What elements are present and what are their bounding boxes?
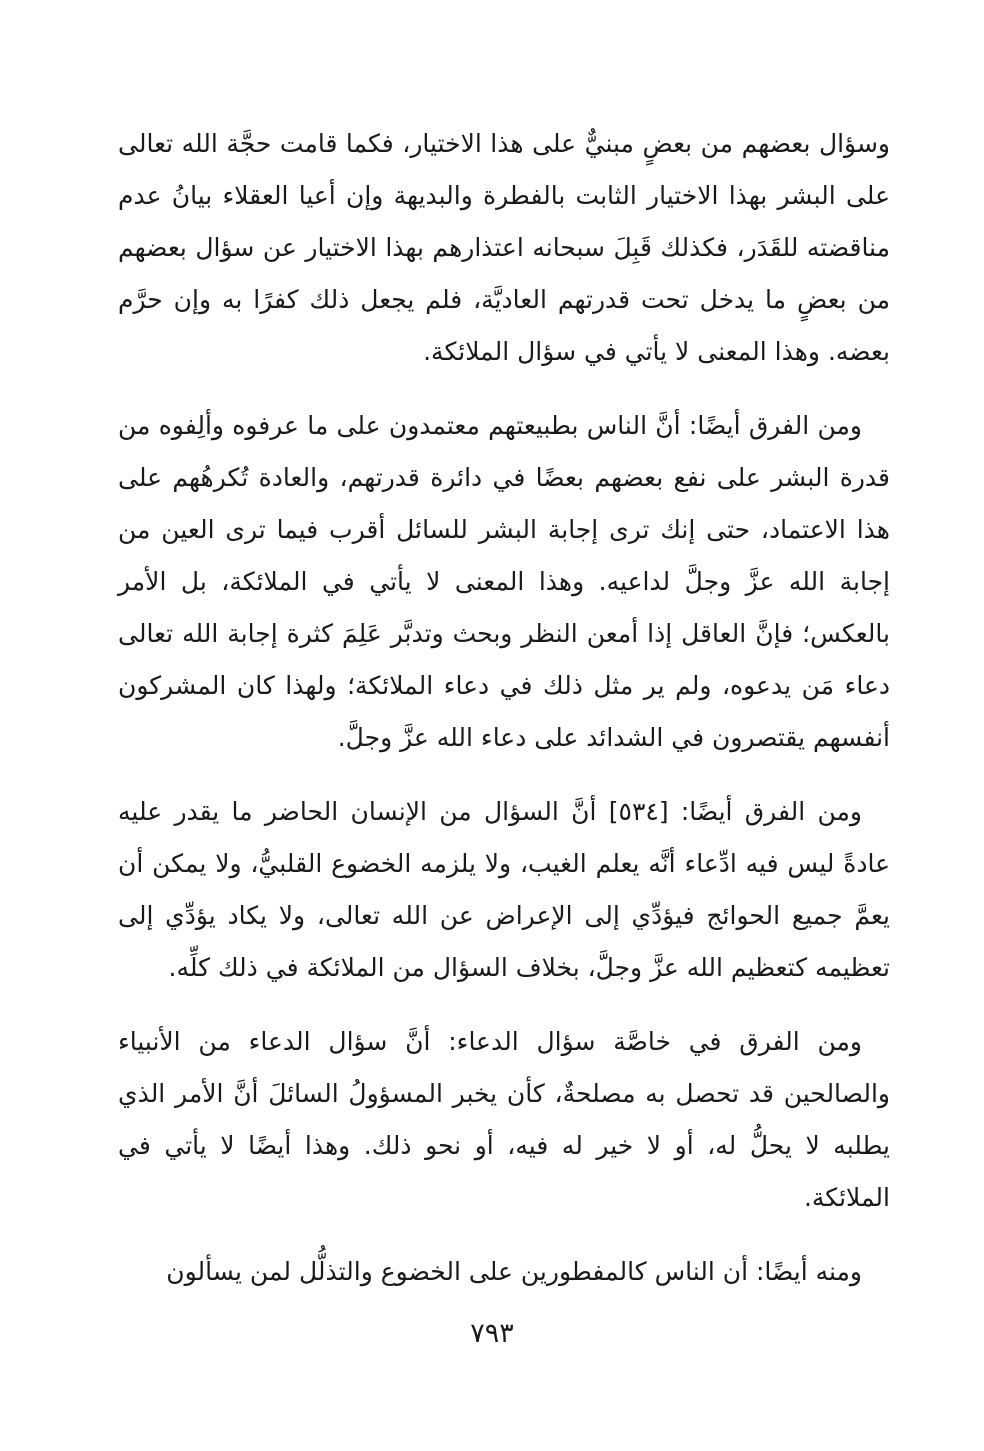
paragraph-5: ومنه أيضًا: أن الناس كالمفطورين على الخضوع والتذلُّل لمن يسألون — [166, 1257, 862, 1286]
body-text — [118, 118, 890, 1320]
paragraph-2: ومن الفرق أيضًا: أنَّ الناس بطبيعتهم معتمدون على ما عرفوه وألِفوه من قدرة البشر على نفع بعضهم بعضًا في دائرة قدرتهم، والعادة تُكرهُهم على هذا الاعتماد، حتى إنك ترى إجابة البشر للسائل أقرب فيما ترى العين من إجابة الله عزَّ وجلَّ لداعيه. وهذا المعنى لا يأتي في الملائكة، بل الأمر بالعكس؛ فإنَّ العاقل إذا أمعن النظر وبحث وتدبَّر عَلِمَ كثرة إجابة الله تعالى دعاء مَن يدعوه، ولم ير مثل ذلك في دعاء الملائكة؛ ولهذا كان المشركون أنفسهم يقتصرون في الشدائد على دعاء الله عزَّ وجلَّ. — [118, 411, 890, 752]
page-number: ٧٩٣ — [470, 1318, 514, 1349]
paragraph-3: ومن الفرق أيضًا: [٥٣٤] أنَّ السؤال من الإنسان الحاضر ما يقدر عليه عادةً ليس فيه ادِّعاء أنَّه يعلم الغيب، ولا يلزمه الخضوع القلبيُّ، ولا يمكن أن يعمَّ جميع الحوائج فيؤدِّي إلى الإعراض عن الله تعالى، ولا يكاد يؤدِّي إلى تعظيمه كتعظيم الله عزَّ وجلَّ، بخلاف السؤال من الملائكة في ذلك كلِّه. — [118, 797, 890, 982]
paragraph-4: ومن الفرق في خاصَّة سؤال الدعاء: أنَّ سؤال الدعاء من الأنبياء والصالحين قد تحصل به مصلحةٌ، كأن يخبر المسؤولُ السائلَ أنَّ الأمر الذي يطلبه لا يحلُّ له، أو لا خير له فيه، أو نحو ذلك. وهذا أيضًا لا يأتي في الملائكة. — [118, 1027, 890, 1212]
paragraph-1: وسؤال بعضهم من بعضٍ مبنيٌّ على هذا الاختيار، فكما قامت حجَّة الله تعالى على البشر بهذا الاختيار الثابت بالفطرة والبديهة وإن أعيا العقلاء بيانُ عدم مناقضته للقَدَر، فكذلك قَبِلَ سبحانه اعتذارهم بهذا الاختيار عن سؤال بعضهم من بعضٍ ما يدخل تحت قدرتهم العاديَّة، فلم يجعل ذلك كفرًا به وإن حرَّم بعضه. وهذا المعنى لا يأتي في سؤال الملائكة. — [118, 129, 890, 366]
